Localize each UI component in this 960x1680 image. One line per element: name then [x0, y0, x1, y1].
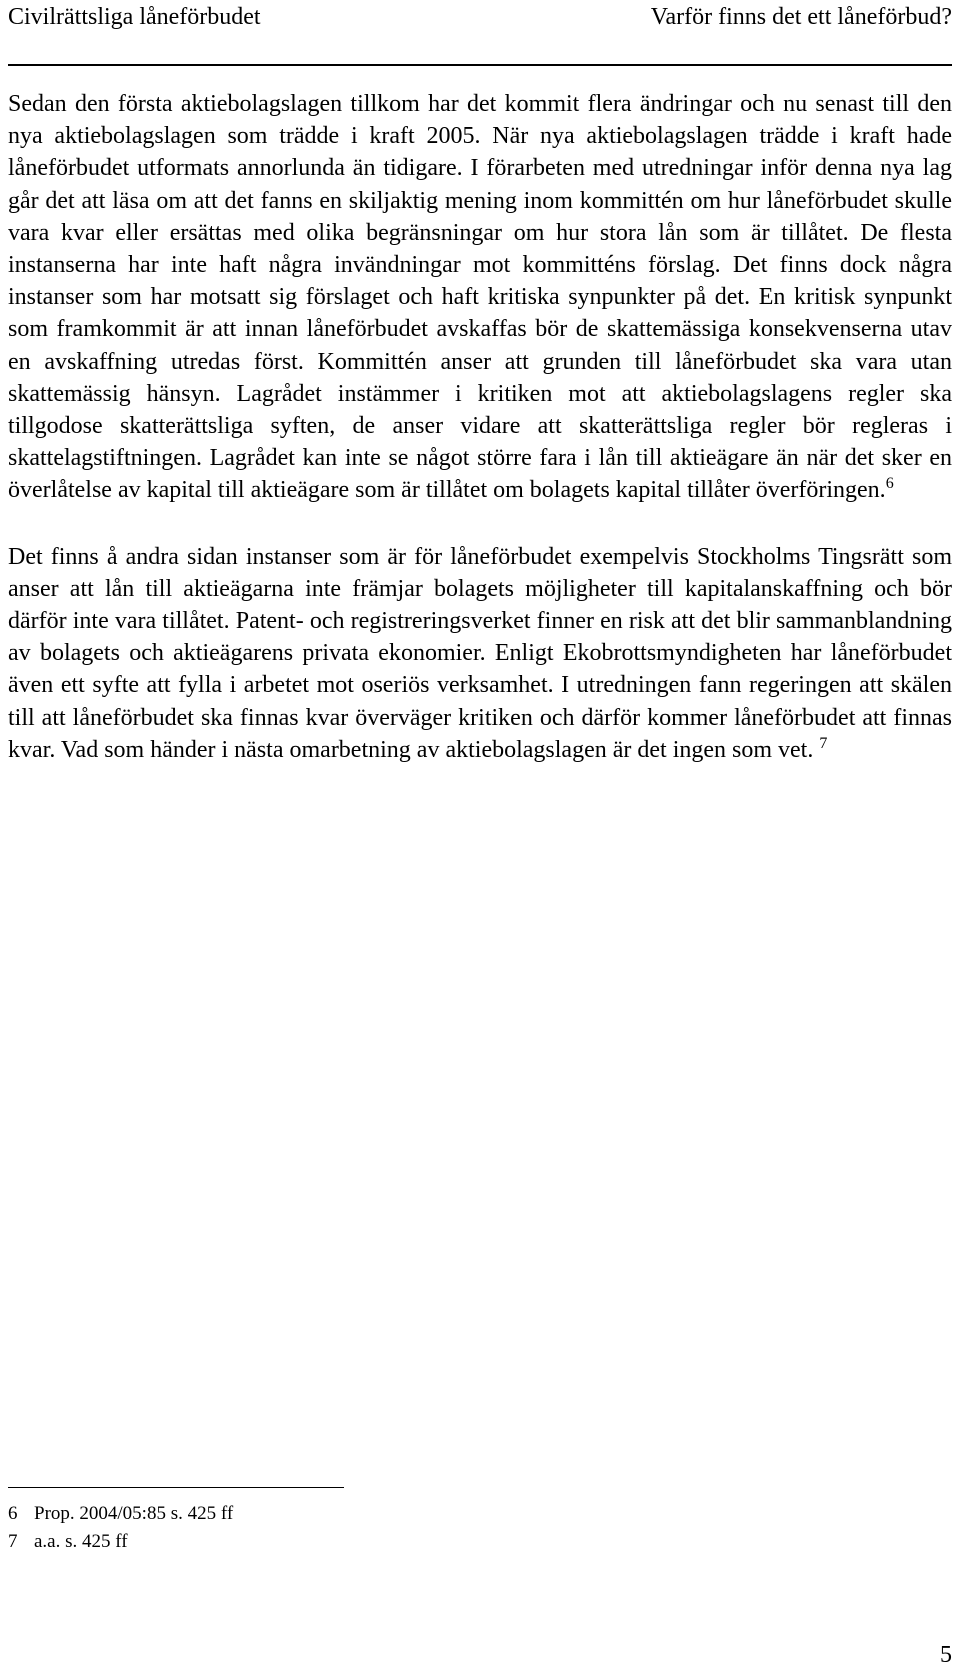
running-header [8, 2, 952, 36]
paragraph-1-text: Sedan den första aktiebolagslagen tillkom har det kommit flera ändringar och nu senast till den nya aktiebolagslagen som trädde i kraft 2005. När nya aktiebolagslagen trädde i kraft hade låneförbudet utformats annorlunda än tidigare. I förarbeten med utredningar inför denna nya lag går det att läsa om att det fanns en skiljaktig mening inom kommittén om hur låneförbudet skulle vara kvar eller ersättas med olika begränsningar om hur stora lån som är tillåtet. De flesta instanserna har inte haft några invändningar mot kommitténs förslag. Det finns dock några instanser som har motsatt sig förslaget och haft kritiska synpunkter på det. En kritisk synpunkt som framkommit är att innan låneförbudet avskaffas bör de skattemässiga konsekvenserna utav en avskaffning utredas först. Kommittén anser att grunden till låneförbudet ska vara utan skattemässig hänsyn. Lagrådet instämmer i kritiken mot att aktiebolagslagens regler ska tillgodose skatterättsliga syften, de anser vidare att skatterättsliga regler bör regleras i skattelagstiftningen. Lagrådet kan inte se något större fara i lån till aktieägare än när det sker en överlåtelse av kapital till aktieägare som är tillåtet om bolagets kapital tillåter överföringen. [8, 91, 952, 504]
header-section-title: Varför finns det ett låneförbud? [650, 4, 952, 30]
footnote-number: 6 [8, 1503, 18, 1524]
footnote-text: a.a. s. 425 ff [34, 1531, 128, 1552]
footnote-divider [8, 1487, 344, 1488]
footnotes [8, 1500, 952, 1556]
footnote-number: 7 [8, 1531, 18, 1552]
paragraph-2 [8, 541, 952, 766]
page-number: 5 [940, 1642, 952, 1668]
paragraph-2-text: Det finns å andra sidan instanser som är för låneförbudet exempelvis Stockholms Tingsrätt som anser att lån till aktieägarna inte främjar bolagets möjligheter till kapitalanskaffning och bör därför inte vara tillåtet. Patent- och registreringsverket finner en risk att det blir sammanblandning av bolagets och aktieägarens privata ekonomier. Enligt Ekobrottsmyndigheten har låneförbudet även ett syfte att fylla i arbetet mot oseriös verksamhet. I utredningen fann regeringen att skälen till att låneförbudet ska finnas kvar överväger kritiken och därför kommer låneförbudet att finnas kvar. Vad som händer i nästa omarbetning av aktiebolagslagen är det ingen som vet. [8, 543, 952, 763]
footnote-ref-7[interactable]: 7 [819, 734, 828, 752]
paragraph-1 [8, 88, 952, 507]
body-text [8, 88, 952, 766]
footnote-text: Prop. 2004/05:85 s. 425 ff [34, 1503, 234, 1524]
header-divider [8, 64, 952, 66]
footnote-6 [8, 1500, 952, 1528]
header-document-title: Civilrättsliga låneförbudet [8, 4, 261, 30]
footnote-ref-6[interactable]: 6 [885, 475, 894, 493]
footnote-7 [8, 1528, 952, 1556]
